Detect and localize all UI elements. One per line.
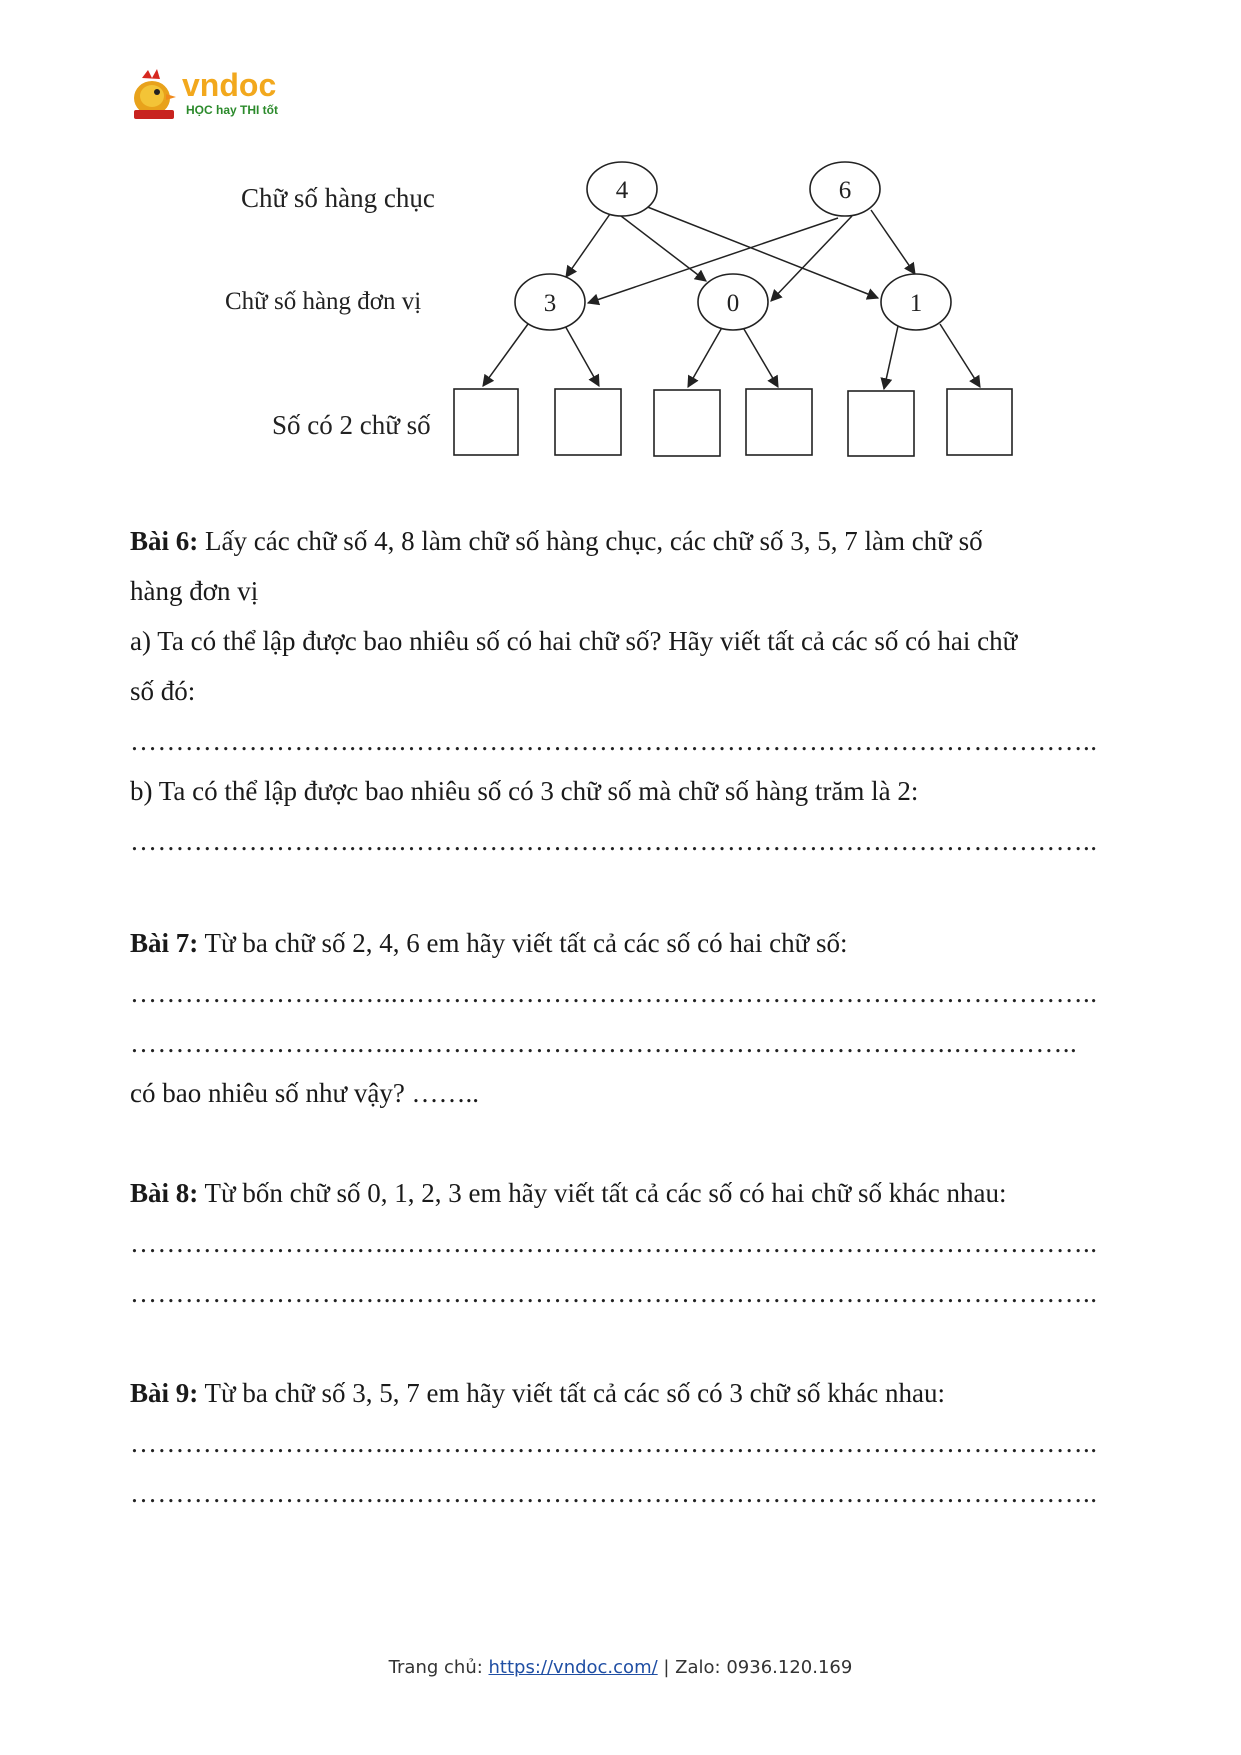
exercise-8-answer-1[interactable]: …………………….…..…………………………………………………………………..	[130, 1228, 1098, 1258]
arrow-3-to-box1	[483, 324, 528, 386]
exercise-7-count-question: có bao nhiêu số như vậy? ……..	[130, 1078, 480, 1108]
exercise-6-answer-b[interactable]: …………………….…..…………………………………………………………………..	[130, 826, 1098, 856]
exercise-9-label: Bài 9:	[130, 1378, 199, 1408]
exercise-9-answer-1[interactable]: …………………….…..…………………………………………………………………..	[130, 1428, 1098, 1458]
answer-box-6[interactable]	[947, 389, 1012, 455]
logo-brand: vndoc	[182, 67, 277, 103]
label-units-row: Chữ số hàng đơn vị	[225, 288, 422, 315]
answer-box-3[interactable]	[654, 390, 720, 456]
arrow-4-to-1	[645, 206, 878, 298]
exercise-9-answer-2[interactable]: …………………….…..…………………………………………………………………..	[130, 1478, 1098, 1508]
node-tens-6	[810, 162, 880, 216]
node-unit-3	[515, 274, 585, 330]
exercise-6-question-a-line2: số đó:	[130, 676, 196, 706]
answer-box-2[interactable]	[555, 389, 621, 455]
node-tens-4	[587, 162, 657, 216]
exercise-8	[130, 1168, 1110, 1318]
arrow-0-to-box4	[741, 324, 778, 387]
exercise-7-answer-1[interactable]: …………………….…..…………………………………………………………………..	[130, 978, 1098, 1008]
exercise-9-text: Từ ba chữ số 3, 5, 7 em hãy viết tất cả các số có 3 chữ số khác nhau:	[198, 1378, 945, 1408]
svg-text:3: 3	[543, 290, 557, 317]
answer-box-4[interactable]	[746, 389, 812, 455]
arrow-1-to-box6	[940, 324, 980, 387]
exercise-6	[130, 516, 1110, 866]
footer-homepage-link[interactable]: https://vndoc.com/	[488, 1657, 658, 1678]
exercise-6-answer-a[interactable]: …………………….…..…………………………………………………………………..	[130, 726, 1098, 756]
exercise-7-answer-2[interactable]: …………………….…..…………………………………………………….…………..	[130, 1028, 1078, 1058]
svg-text:0: 0	[726, 290, 740, 317]
exercise-6-question-b: b) Ta có thể lập được bao nhiêu số có 3 chữ số mà chữ số hàng trăm là 2:	[130, 776, 919, 806]
arrow-0-to-box3	[688, 324, 724, 387]
exercise-6-text-2: hàng đơn vị	[130, 576, 259, 606]
arrow-4-to-3	[566, 214, 610, 277]
label-tens-row: Chữ số hàng chục	[241, 183, 435, 213]
node-unit-1	[881, 274, 951, 330]
exercise-8-text: Từ bốn chữ số 0, 1, 2, 3 em hãy viết tất cả các số có hai chữ số khác nhau:	[198, 1178, 1007, 1208]
answer-box-5[interactable]	[848, 391, 914, 456]
exercise-6-text: Lấy các chữ số 4, 8 làm chữ số hàng chục, các chữ số 3, 5, 7 làm chữ số	[198, 526, 983, 556]
exercise-8-answer-2[interactable]: …………………….…..…………………………………………………………………..	[130, 1278, 1098, 1308]
page-footer	[0, 1657, 1241, 1678]
exercise-6-question-a-line1: a) Ta có thể lập được bao nhiêu số có hai chữ số? Hãy viết tất cả các số có hai chữ	[130, 626, 1018, 656]
arrow-1-to-box5	[884, 326, 898, 389]
exercise-9	[130, 1368, 1110, 1518]
svg-text:4: 4	[615, 177, 629, 204]
footer-zalo: | Zalo: 0936.120.169	[657, 1657, 853, 1678]
node-unit-0	[698, 274, 768, 330]
logo-tagline: HỌC hay THI tốt	[186, 103, 278, 117]
arrow-6-to-1	[871, 210, 915, 274]
arrow-6-to-0	[771, 216, 852, 301]
exercise-7-text: Từ ba chữ số 2, 4, 6 em hãy viết tất cả các số có hai chữ số:	[198, 928, 848, 958]
answer-box-1[interactable]	[454, 389, 518, 455]
svg-text:6: 6	[838, 177, 852, 204]
arrow-3-to-box2	[564, 324, 599, 386]
svg-text:1: 1	[909, 290, 923, 317]
footer-prefix: Trang chủ:	[388, 1657, 489, 1678]
exercise-7	[130, 918, 1110, 1118]
digit-tree-diagram	[0, 0, 1241, 470]
exercise-8-label: Bài 8:	[130, 1178, 199, 1208]
exercise-6-label: Bài 6:	[130, 526, 199, 556]
label-result-row: Số có 2 chữ số	[272, 410, 431, 440]
exercise-7-label: Bài 7:	[130, 928, 199, 958]
